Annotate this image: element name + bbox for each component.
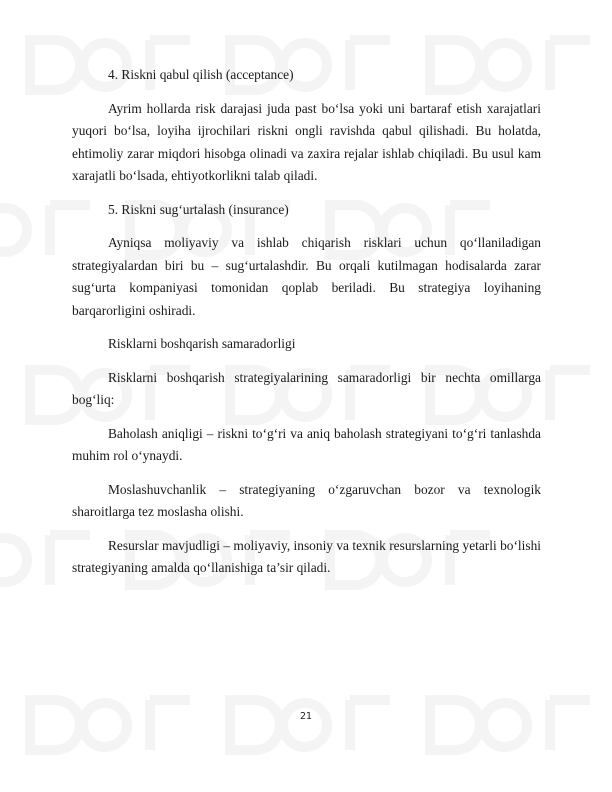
- paragraph-assessment-accuracy: Baholash aniqligi – riskni to‘g‘ri va aniq baholash strategiyani to‘g‘ri tanlashda muhim rol o‘ynaydi.: [72, 425, 541, 463]
- section-heading-insurance: 5. Riskni sug‘urtalash (insurance): [108, 201, 289, 217]
- paragraph-flexibility: Moslashuvchanlik – strategiyaning o‘zgaruvchan bozor va texnologik sharoitlarga tez moslasha olishi.: [72, 481, 541, 519]
- paragraph-acceptance: Ayrim hollarda risk darajasi juda past bo‘lsa yoki uni bartaraf etish xarajatlari yuqori bo‘lsa, loyiha ijrochilari riskni ongli ravishda qabul qilishadi. Bu holatda, ehtimoliy zarar miqdori hisobga olinadi va zaxira rejalar ishlab chiqiladi. Bu usul kam xarajatli bo‘lsada, ehtiyotkorlikni talab qiladi.: [72, 100, 541, 183]
- paragraph-insurance: Ayniqsa moliyaviy va ishlab chiqarish risklari uchun qo‘llaniladigan strategiyalardan biri bu – sug‘urtalashdir. Bu orqali kutilmagan hodisalarda zarar sug‘urta kompaniyasi tomonidan qoplab beriladi. Bu strategiya loyihaning barqarorligini oshiradi.: [72, 235, 541, 318]
- paragraph-resources: Resurslar mavjudligi – moliyaviy, insoniy va texnik resurslarning yetarli bo‘lishi strategiyaning amalda qo‘llanishiga ta’sir qiladi.: [72, 537, 541, 575]
- section-heading-effectiveness: Risklarni boshqarish samaradorligi: [108, 336, 296, 351]
- page-body: [72, 64, 541, 591]
- section-heading-acceptance: 4. Riskni qabul qilish (acceptance): [108, 67, 294, 82]
- page-number: 21: [299, 711, 313, 722]
- paragraph-effectiveness-intro: Risklarni boshqarish strategiyalarining samaradorligi bir nechta omillarga bog‘liq:: [72, 369, 541, 407]
